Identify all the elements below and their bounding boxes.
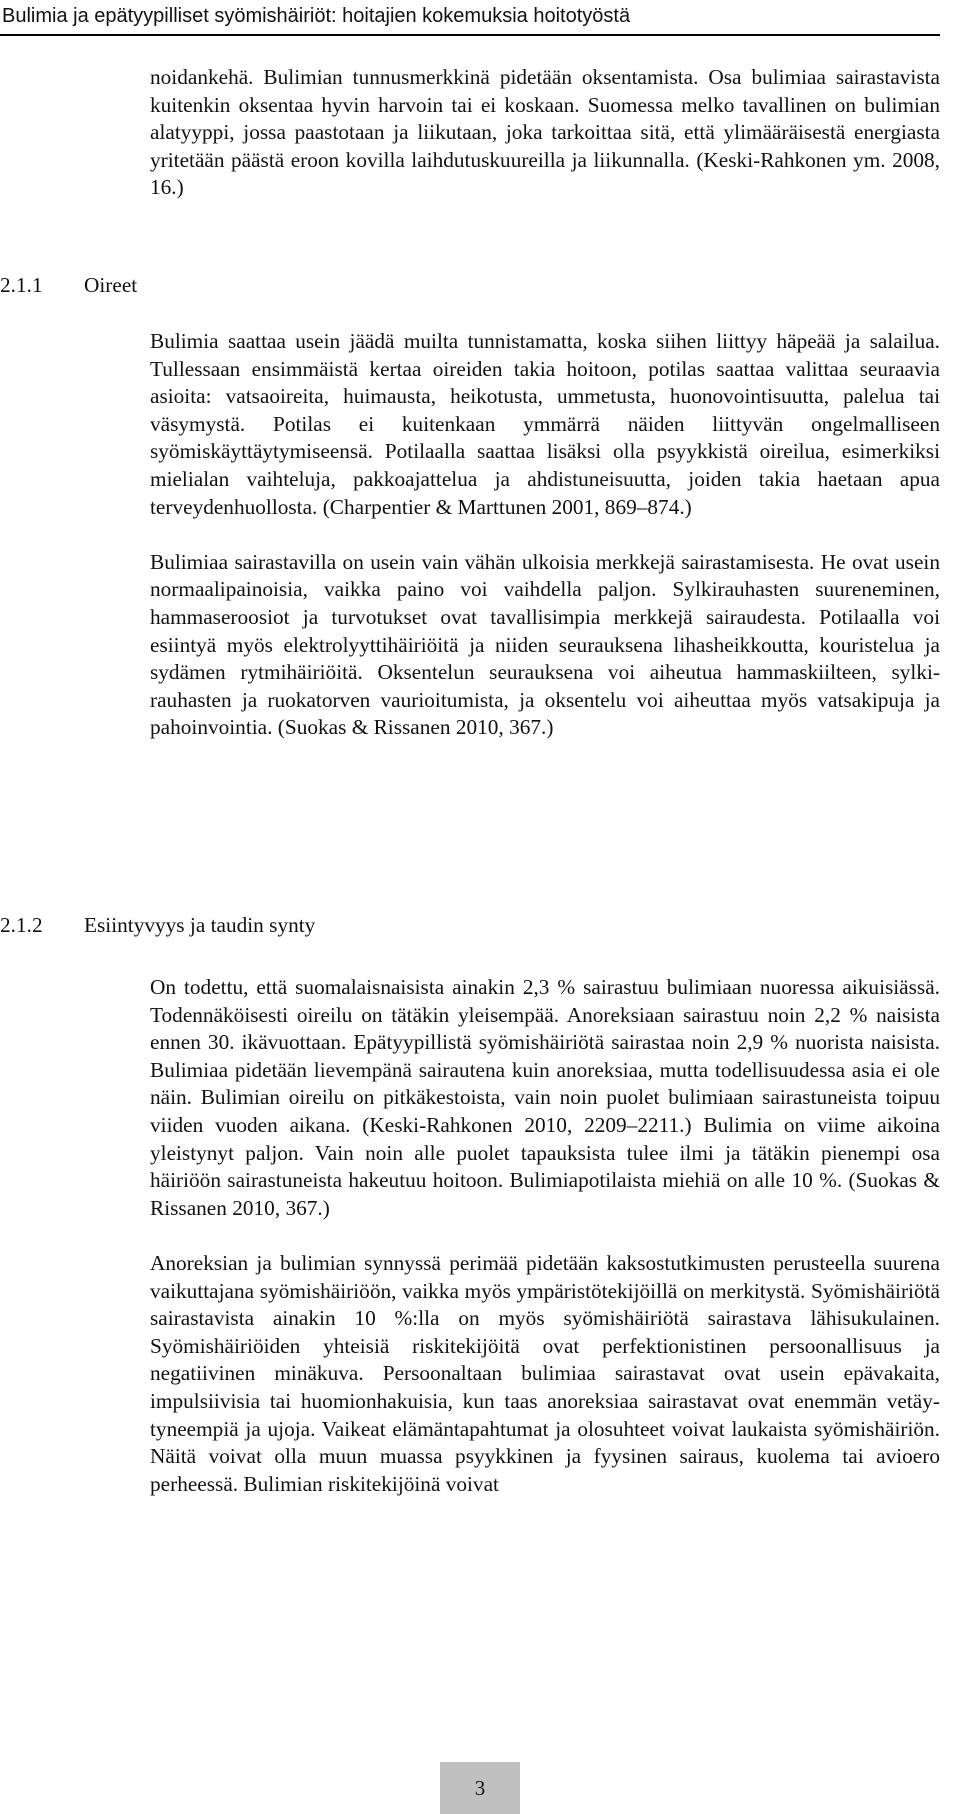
intro-text (150, 64, 940, 230)
section-title: Esiintyvyys ja taudin synty (84, 913, 316, 937)
section-body-esiintyvyys (150, 974, 940, 1526)
paragraph: On todettu, että suomalaisnaisista ainakin 2,3 % sairastuu bulimiaan nuoressa aikuisiässä. Todennäköisesti oireilu on tätäkin yleisempää. Anoreksiaan sairastuu noin 2,2 % naisista ennen 30. ikävuottaan. Epätyypillistä syömishäiriötä sairastaa noin 2,9 % nuorista naisista. Bulimiaa pidetään lievempänä sairautena kuin anoreksiaa, mutta todellisuudessa asia ei ole näin. Bulimian oireilu on pitkäkestoista, vain noin puolet bulimiaan sairastuneista toipuu viiden vuoden aikana. (Keski-Rahkonen 2010, 2209–2211.) Bulimia on viime aikoina yleistynyt paljon. Vain noin alle puolet tapauksista tulee ilmi ja tätäkin pienempi osa häiriöön sairastuneista hakeutuu hoitoon. Bulimiapotilaista miehiä on alle 10 %. (Suokas & Rissanen 2010, 367.) (150, 975, 940, 1220)
running-header: Bulimia ja epätyypilliset syömishäiriöt: hoitajien kokemuksia hoitotyöstä (2, 5, 631, 27)
paragraph: noidankehä. Bulimian tunnusmerkkinä pidetään oksentamista. Osa bulimiaa sairastavista kuitenkin oksentaa hyvin harvoin tai ei koskaan. Suomessa melko tavallinen on bulimian alatyyppi, jossa paastotaan ja liikutaan, joka tarkoittaa sitä, että ylimääräisestä energiasta yritetään päästä eroon kovilla laihdutuskuureilla ja liikunnalla. (Keski-Rahkonen ym. 2008, 16.) (150, 65, 940, 200)
section-heading-oireet (0, 272, 137, 300)
page-number: 3 (440, 1762, 520, 1814)
paragraph: Anoreksian ja bulimian synnyssä perimää pidetään kaksostutkimusten perusteella suurena vaikuttajana syömishäiriöön, vaikka myös ympäristötekijöillä on merkitystä. Syömishäiriötä sairastavista ainakin 10 %:lla on myös syömishäiriötä sairastava lähisukulainen. Syömishäiriöiden yhteisiä riskitekijöitä ovat perfektionistinen persoonallisuus ja negatiivinen minäkuva. Persoonaltaan bulimiaa sairastavat ovat usein epävakaita, impulsiivisia tai huomionhakuisia, kun taas anoreksiaa sairastavat ovat enemmän vetäytyneempiä ja ujoja. Vaikeat elämäntapahtumat ja olosuhteet voivat laukaista syömishäiriön. Näitä voivat olla muun muassa psyykkinen ja fyysinen sairaus, kuolema tai avioero perheessä. Bulimian riskitekijöinä voivat (150, 1250, 940, 1496)
header-divider (0, 34, 940, 36)
paragraph: Bulimiaa sairastavilla on usein vain vähän ulkoisia merkkejä sairastamisesta. He ovat usein normaalipainoisia, vaikka paino voi vaihdella paljon. Sylkirauhasten suureneminen, hammaseroosiot ja turvotukset ovat tavallisimpia merkkejä sairaudesta. Potilaalla voi esiintyä myös elektrolyyttihäiriöitä ja niiden seurauksena lihasheikkoutta, kouristelua ja sydämen rytmihäiriöitä. Oksentelun seurauksena voi aiheutua hammaskiilteen, sylkirauhasten ja ruokatorven vaurioitumista, ja oksentelu voi aiheuttaa myös vatsakipuja ja pahoinvointia. (Suokas & Rissanen 2010, 367.) (150, 549, 940, 740)
paragraph: Bulimia saattaa usein jäädä muilta tunnistamatta, koska siihen liittyy häpeää ja salailua. Tullessaan ensimmäistä kertaa oireiden takia hoitoon, potilas saattaa valittaa seuraavia asioita: vatsaoireita, huimausta, heikotusta, ummetusta, huonovointisuutta, palelua tai väsymystä. Potilas ei kuitenkaan ymmärrä näiden liittyvän ongelmalliseen syömiskäyttäytymiseensä. Potilaalla saattaa lisäksi olla psyykkistä oireilua, esimerkiksi mielialan vaihteluja, pakkoajattelua ja ahdistuneisuutta, joiden takia haetaan apua terveydenhuollosta. (Charpentier & Marttunen 2001, 869–874.) (150, 329, 940, 519)
section-heading-esiintyvyys (0, 912, 315, 940)
section-number: 2.1.2 (0, 913, 43, 937)
section-body-oireet (150, 328, 940, 770)
section-number: 2.1.1 (0, 273, 43, 297)
section-title: Oireet (84, 273, 138, 297)
